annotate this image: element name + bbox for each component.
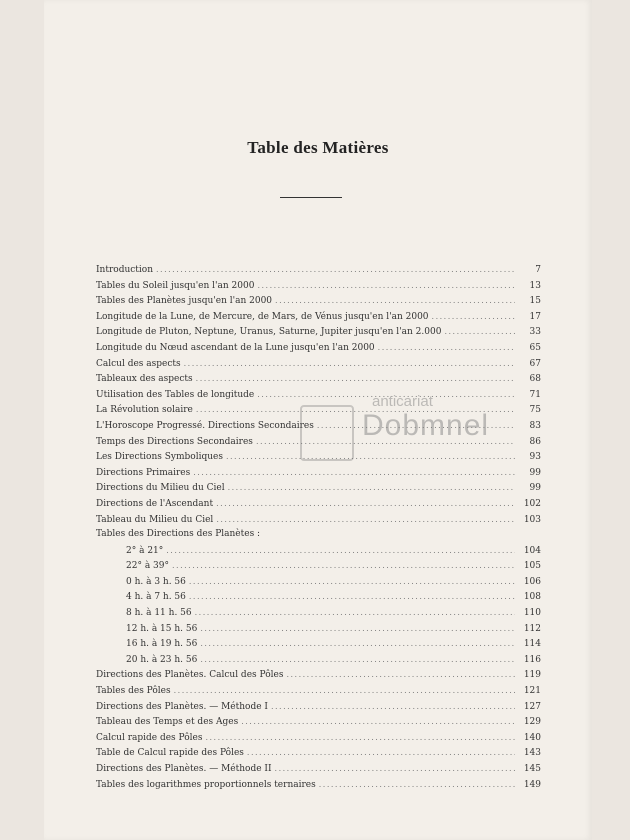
- toc-label: Tableau des Temps et des Ages: [96, 717, 239, 728]
- toc-entry-26: [96, 667, 541, 683]
- toc-entry-2: [96, 293, 541, 309]
- toc-page: 129: [523, 717, 541, 728]
- toc-label: Tables des logarithmes proportionnels ternaires: [96, 779, 316, 790]
- toc-label: Longitude de Pluton, Neptune, Uranus, Saturne, Jupiter jusqu'en l'an 2.000: [96, 327, 442, 338]
- leader-dots: [275, 761, 515, 777]
- page-title: Table des Matières: [247, 138, 389, 157]
- leader-dots: [228, 480, 515, 496]
- toc-page: 102: [523, 498, 541, 509]
- leader-dots: [257, 387, 515, 403]
- toc-entry-6: [96, 356, 541, 372]
- toc-page: 15: [529, 296, 541, 307]
- leader-dots: [205, 730, 515, 746]
- leader-dots: [216, 496, 515, 512]
- leader-dots: [200, 621, 515, 637]
- toc-entry-9: [96, 402, 541, 418]
- toc-entry-15: [96, 496, 541, 512]
- table-of-contents: [96, 262, 541, 792]
- toc-label: L'Horoscope Progressé. Directions Secondaires: [96, 420, 314, 431]
- toc-entry-12: [96, 449, 541, 465]
- toc-page: 105: [523, 561, 541, 572]
- toc-label: Tableaux des aspects: [96, 374, 193, 385]
- toc-entry-24: [96, 636, 541, 652]
- toc-label: Longitude du Nœud ascendant de la Lune jusqu'en l'an 2000: [96, 342, 375, 353]
- toc-page: 121: [523, 686, 541, 697]
- leader-dots: [241, 714, 515, 730]
- toc-entry-0: [96, 262, 541, 278]
- leader-dots: [378, 340, 515, 356]
- leader-dots: [166, 543, 515, 559]
- toc-page: 143: [523, 748, 541, 759]
- leader-dots: [317, 418, 515, 434]
- toc-label: La Révolution solaire: [96, 405, 193, 416]
- toc-label: Introduction: [96, 265, 153, 275]
- toc-page: 149: [523, 779, 541, 790]
- toc-entry-16: [96, 512, 541, 528]
- toc-page: 67: [529, 358, 541, 369]
- toc-page: 112: [523, 623, 541, 634]
- leader-dots: [257, 278, 515, 294]
- toc-entry-30: [96, 730, 541, 746]
- toc-label: Tables des Planètes jusqu'en l'an 2000: [96, 296, 273, 307]
- toc-page: 17: [529, 311, 541, 322]
- toc-page: 99: [529, 483, 541, 494]
- toc-entry-7: [96, 371, 541, 387]
- toc-page: 13: [529, 280, 541, 291]
- toc-entry-1: [96, 278, 541, 294]
- toc-label: 22° à 39°: [126, 561, 169, 572]
- toc-page: 93: [529, 452, 541, 463]
- toc-label: Utilisation des Tables de longitude: [96, 389, 255, 400]
- toc-entry-31: [96, 745, 541, 761]
- toc-label: Directions Primaires: [96, 467, 191, 478]
- toc-page: 114: [523, 639, 541, 650]
- toc-entry-27: [96, 683, 541, 699]
- toc-entry-18: [96, 543, 541, 559]
- toc-entry-20: [96, 574, 541, 590]
- toc-page: 108: [523, 592, 541, 603]
- toc-label: Directions des Planètes. — Méthode I: [96, 701, 268, 712]
- leader-dots: [189, 589, 515, 605]
- toc-page: 83: [529, 420, 541, 431]
- toc-page: 145: [523, 764, 541, 774]
- toc-page: 140: [523, 732, 541, 743]
- toc-label: Directions du Milieu du Ciel: [96, 483, 225, 494]
- toc-label: Temps des Directions Secondaires: [96, 436, 253, 447]
- toc-label: Directions des Planètes. Calcul des Pôles: [96, 670, 284, 681]
- toc-page: 116: [523, 654, 541, 665]
- toc-label: 4 h. à 7 h. 56: [126, 592, 186, 603]
- leader-dots: [275, 293, 515, 309]
- leader-dots: [271, 699, 515, 715]
- toc-label: 0 h. à 3 h. 56: [126, 576, 186, 587]
- toc-page: 68: [529, 374, 541, 385]
- toc-label: Calcul des aspects: [96, 358, 181, 369]
- toc-entry-32: [96, 761, 541, 777]
- toc-entry-25: [96, 652, 541, 668]
- toc-label: 8 h. à 11 h. 56: [126, 608, 192, 619]
- toc-entry-19: [96, 558, 541, 574]
- leader-dots: [200, 652, 515, 668]
- toc-entry-17: [96, 527, 541, 543]
- leader-dots: [216, 512, 515, 528]
- toc-entry-22: [96, 605, 541, 621]
- toc-page: 104: [523, 545, 541, 556]
- toc-entry-5: [96, 340, 541, 356]
- toc-entry-8: [96, 387, 541, 403]
- toc-label: Table de Calcul rapide des Pôles: [96, 748, 244, 759]
- leader-dots: [195, 605, 515, 621]
- toc-entry-29: [96, 714, 541, 730]
- toc-page: 33: [529, 327, 541, 338]
- leader-dots: [247, 745, 515, 761]
- toc-entry-4: [96, 324, 541, 340]
- leader-dots: [432, 309, 515, 325]
- toc-page: 110: [523, 608, 541, 619]
- leader-dots: [156, 262, 515, 278]
- toc-entry-33: [96, 777, 541, 793]
- toc-entry-3: [96, 309, 541, 325]
- toc-label: Directions de l'Ascendant: [96, 498, 214, 509]
- leader-dots: [193, 465, 515, 481]
- toc-page: 103: [523, 514, 541, 525]
- leader-dots: [196, 402, 515, 418]
- toc-label: Les Directions Symboliques: [96, 452, 223, 463]
- toc-page: 99: [529, 467, 541, 478]
- leader-dots: [184, 356, 515, 372]
- leader-dots: [319, 777, 515, 793]
- toc-label: 20 h. à 23 h. 56: [126, 654, 198, 665]
- toc-label: Calcul rapide des Pôles: [96, 732, 203, 743]
- watermark-line2: Dobmnel: [362, 409, 490, 442]
- toc-page: 7: [535, 265, 541, 275]
- toc-label: 2° à 21°: [126, 545, 164, 556]
- leader-dots: [226, 449, 515, 465]
- leader-dots: [444, 324, 515, 340]
- toc-label: Tables des Directions des Planètes :: [96, 529, 261, 540]
- toc-entry-21: [96, 589, 541, 605]
- leader-dots: [174, 683, 515, 699]
- toc-page: 86: [529, 436, 541, 447]
- toc-label: Tables du Soleil jusqu'en l'an 2000: [96, 280, 255, 291]
- leader-dots: [286, 667, 515, 683]
- book-page: [44, 0, 592, 840]
- toc-label: Tableau du Milieu du Ciel: [96, 514, 214, 525]
- toc-label: Longitude de la Lune, de Mercure, de Mars, de Vénus jusqu'en l'an 2000: [96, 311, 429, 322]
- toc-label: 12 h. à 15 h. 56: [126, 623, 198, 634]
- toc-page: 65: [529, 342, 541, 353]
- leader-dots: [172, 558, 515, 574]
- toc-entry-10: [96, 418, 541, 434]
- toc-label: 16 h. à 19 h. 56: [126, 639, 198, 650]
- toc-entry-23: [96, 621, 541, 637]
- toc-entry-11: [96, 434, 541, 450]
- toc-page: 127: [523, 701, 541, 712]
- toc-page: 75: [529, 405, 541, 416]
- toc-page: 119: [523, 670, 541, 681]
- toc-page: 71: [529, 389, 541, 400]
- toc-entry-14: [96, 480, 541, 496]
- leader-dots: [200, 636, 515, 652]
- toc-label: Directions des Planètes. — Méthode II: [96, 764, 272, 774]
- leader-dots: [196, 371, 515, 387]
- leader-dots: [189, 574, 515, 590]
- toc-page: 106: [523, 576, 541, 587]
- toc-label: Tables des Pôles: [96, 686, 171, 697]
- toc-entry-28: [96, 699, 541, 715]
- leader-dots: [256, 434, 515, 450]
- toc-entry-13: [96, 465, 541, 481]
- title-divider: [280, 197, 342, 198]
- watermark-line1: anticariat: [372, 393, 433, 410]
